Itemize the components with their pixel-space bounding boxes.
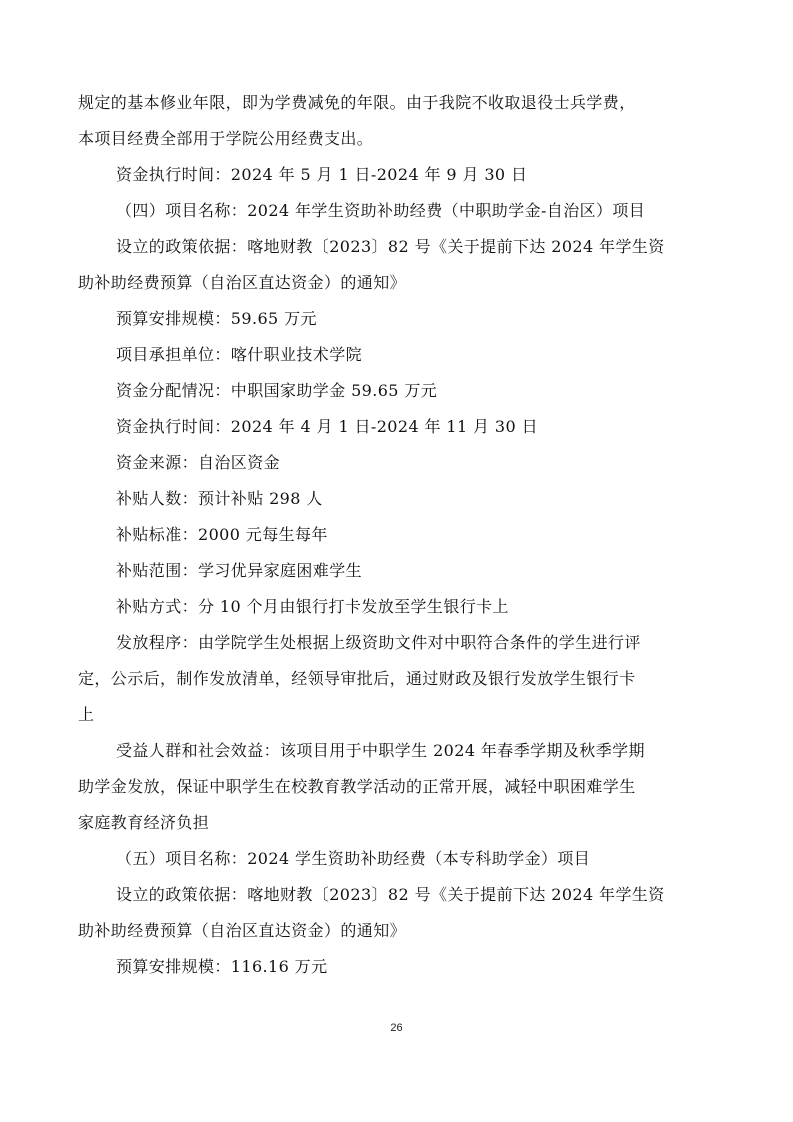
fund-allocation-line: 资金分配情况：中职国家助学金 59.65 万元 (116, 381, 438, 400)
section-heading: （五）项目名称：2024 学生资助补助经费（本专科助学金）项目 (116, 849, 591, 868)
subsidy-standard-line: 补贴标准：2000 元每生每年 (116, 525, 328, 544)
document-body (78, 85, 718, 985)
subsidy-scope-line: 补贴范围：学习优异家庭困难学生 (116, 561, 363, 580)
policy-basis-line: 设立的政策依据：喀地财教〔2023〕82 号《关于提前下达 2024 年学生资 (116, 885, 665, 904)
budget-scale-line: 预算安排规模：59.65 万元 (116, 309, 317, 328)
paragraph-line: 助补助经费预算（自治区直达资金）的通知》 (78, 921, 407, 940)
policy-basis-line: 设立的政策依据：喀地财教〔2023〕82 号《关于提前下达 2024 年学生资 (116, 237, 665, 256)
paragraph-line: 规定的基本修业年限，即为学费减免的年限。由于我院不收取退役士兵学费， (78, 93, 636, 112)
paragraph-line: 本项目经费全部用于学院公用经费支出。 (78, 129, 374, 148)
subsidy-method-line: 补贴方式：分 10 个月由银行打卡发放至学生银行卡上 (116, 597, 509, 616)
beneficiaries-line: 受益人群和社会效益：该项目用于中职学生 2024 年春季学期及秋季学期 (116, 741, 645, 760)
budget-scale-line: 预算安排规模：116.16 万元 (116, 957, 328, 976)
execution-time-line: 资金执行时间：2024 年 4 月 1 日-2024 年 11 月 30 日 (116, 417, 538, 436)
paragraph-line: 家庭教育经济负担 (78, 813, 210, 832)
execution-time-line: 资金执行时间：2024 年 5 月 1 日-2024 年 9 月 30 日 (116, 165, 528, 184)
subsidy-count-line: 补贴人数：预计补贴 298 人 (116, 489, 323, 508)
undertaking-unit-line: 项目承担单位：喀什职业技术学院 (116, 345, 363, 364)
fund-source-line: 资金来源：自治区资金 (116, 453, 281, 472)
paragraph-line: 助补助经费预算（自治区直达资金）的通知》 (78, 273, 407, 292)
paragraph-line: 上 (78, 705, 95, 724)
distribution-procedure-line: 发放程序：由学院学生处根据上级资助文件对中职符合条件的学生进行评 (116, 633, 641, 652)
paragraph-line: 助学金发放，保证中职学生在校教育教学活动的正常开展，减轻中职困难学生 (78, 777, 636, 796)
page-number: 26 (390, 1022, 403, 1034)
paragraph-line: 定，公示后，制作发放清单，经领导审批后，通过财政及银行发放学生银行卡 (78, 669, 636, 688)
section-heading: （四）项目名称：2024 年学生资助补助经费（中职助学金-自治区）项目 (116, 201, 646, 220)
